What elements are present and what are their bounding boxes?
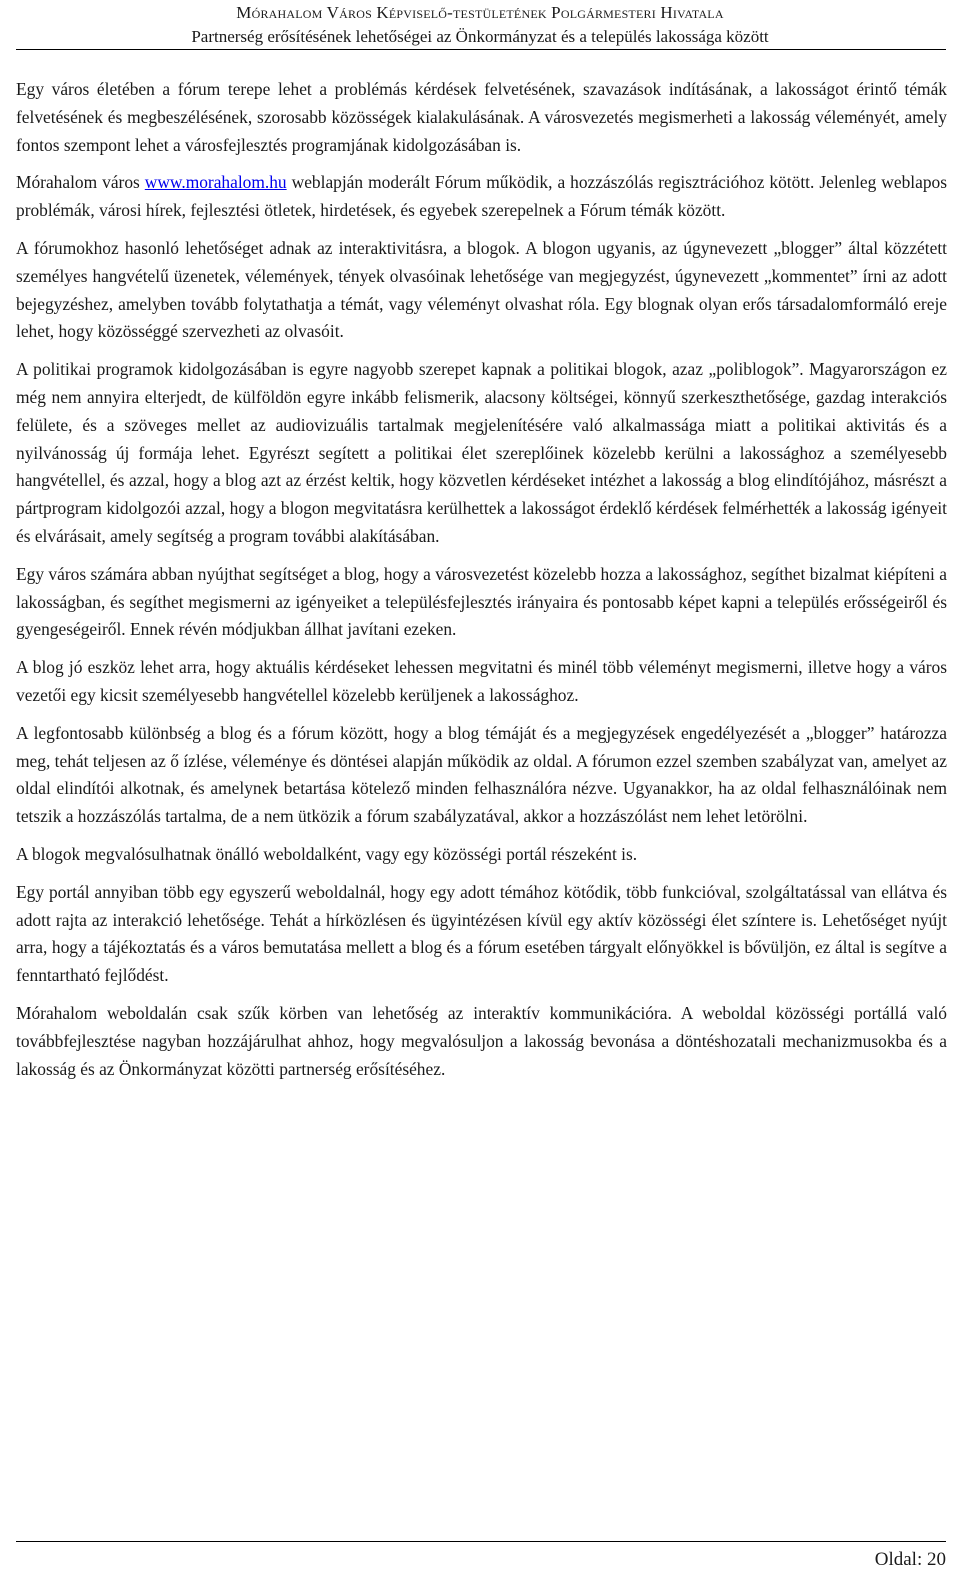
paragraph-city-blog-benefits: Egy város számára abban nyújthat segítséget a blog, hogy a városvezetést közelebb hozza a lakossághoz, segíthet bizalmat kiépíteni a lakosságban, és segíthet megismerni az igényeiket a településfejlesztés irányaira és pontosabb képet kapni a település erősségeiről és gyengeségeiről. Ennek révén módjukban állhat javítani ezeken. (16, 563, 947, 640)
header-divider (16, 49, 946, 50)
paragraph-poliblogs: A politikai programok kidolgozásában is egyre nagyobb szerepet kapnak a politikai blogok, azaz „poliblogok”. Magyarországon ez még nem annyira elterjedt, de külföldön egyre inkább felismerik, alacsony költségei, könnyű szerkeszthetősége, gazdag interakciós felülete, és a szöveges mellet az audiovizuális tartalmak megjelenítésére való alkalmassága miatt a politikai aktivitás és a nyilvánosság új formája lehet. Egyrészt segített a politikai élet szereplőinek közelebb kerülni a lakossághoz a személyesebb hangvétellel, és azzal, hogy a blog azt az érzést keltik, hogy közvetlen kérdéseket intézhet a lakosság a blog elindítójához, másrészt a pártprogram kidolgozói azzal, hogy a blogon megvitatásra kerülhettek a lakosságot érdeklő kérdések felmérhették a lakosság igényeit és elvárásait, amely segítség a program további alakításában. (16, 359, 947, 546)
document-body (16, 76, 947, 1093)
footer-divider (16, 1541, 946, 1542)
paragraph-morahalom-website: Mórahalom weboldalán csak szűk körben van lehetőség az interaktív kommunikációra. A weboldal közösségi portállá való továbbfejlesztése nagyban hozzájárulhat ahhoz, hogy megvalósuljon a lakosság bevonása a döntéshozatali mechanizmusokba és a lakosság és az Önkormányzat közötti partnerség erősítéséhez. (16, 1002, 947, 1079)
paragraph-blog-vs-forum: A legfontosabb különbség a blog és a fórum között, hogy a blog témáját és a megjegyzések engedélyezését a „blogger” határozza meg, tehát teljesen az ő ízlése, véleménye és döntései alapján működik az oldal. A fórumon ezzel szemben szabályzat van, amelyet az oldal elindítói alkotnak, és amelynek betartása kötelező minden felhasználóra nézve. Ugyanakkor, ha az oldal felhasználóinak nem tetszik a hozzászólás tartalma, de a nem ütközik a fórum szabályzatával, akkor a hozzászólást nem lehet letörölni. (16, 722, 947, 827)
paragraph-blog-forms: A blogok megvalósulhatnak önálló weboldalként, vagy egy közösségi portál részeként is. (16, 843, 638, 864)
paragraph-blog-tool: A blog jó eszköz lehet arra, hogy aktuális kérdéseket lehessen megvitatni és minél több véleményt megismerni, illetve hogy a város vezetői egy kicsit személyesebb hangvétellel közelebb kerüljenek a lakossághoz. (16, 657, 947, 705)
paragraph-forum-role: Egy város életében a fórum terepe lehet a problémás kérdések felvetésének, szavazások indításának, a lakosságot érintő témák felvetésének és megbeszélésének, szorosabb közösségek kialakulásának. A városvezetés megismerheti a lakosság véleményét, amely fontos szempont lehet a városfejlesztés programjának kidolgozásában is. (16, 79, 947, 155)
paragraph-morahalom-forum (16, 169, 947, 225)
paragraph-blogs-intro: A fórumokhoz hasonló lehetőséget adnak az interaktivitásra, a blogok. A blogon ugyanis, az úgynevezett „blogger” által közzétett személyes hangvételű üzenetek, vélemények, tények olvasóinak lehetősége van megjegyzést, úgynevezett „kommentet” írni az adott bejegyzéshez, amelyben tovább folytathatja a témát, vagy véleményt olvashat róla. Egy blognak olyan erős társadalomformáló ereje lehet, hogy közösséggé szervezheti az olvasóit. (16, 237, 947, 342)
paragraph-text: weblapján moderált Fórum működik, a hozzászólás regisztrációhoz kötött. Jelenleg weblapos problémák, városi hírek, fejlesztési ötletek, hirdetések, és egyebek szerepelnek a Fórum témák között. (16, 172, 947, 221)
page-number: Oldal: 20 (874, 1549, 946, 1570)
header-subtitle: Partnerség erősítésének lehetőségei az Önkormányzat és a település lakossága között (191, 27, 769, 46)
header-title: Mórahalom Város Képviselő-testületének Polgármesteri Hivatala (236, 3, 724, 22)
paragraph-portal: Egy portál annyiban több egy egyszerű weboldalnál, hogy egy adott témához kötődik, több funkcióval, szolgáltatással van ellátva és adott rajta az interakció lehetősége. Tehát a hírközlésen és ügyintézésen kívül egy aktív közösségi élet színtere is. Lehetőséget nyújt arra, hogy a tájékoztatás és a város bemutatása mellett a blog és a fórum esetében tárgyalt előnyökkel is bővüljön, ez által is segítve a fenntartható fejlődést. (16, 881, 947, 986)
website-link[interactable]: www.morahalom.hu (144, 172, 287, 193)
paragraph-text: Mórahalom város (16, 172, 145, 193)
